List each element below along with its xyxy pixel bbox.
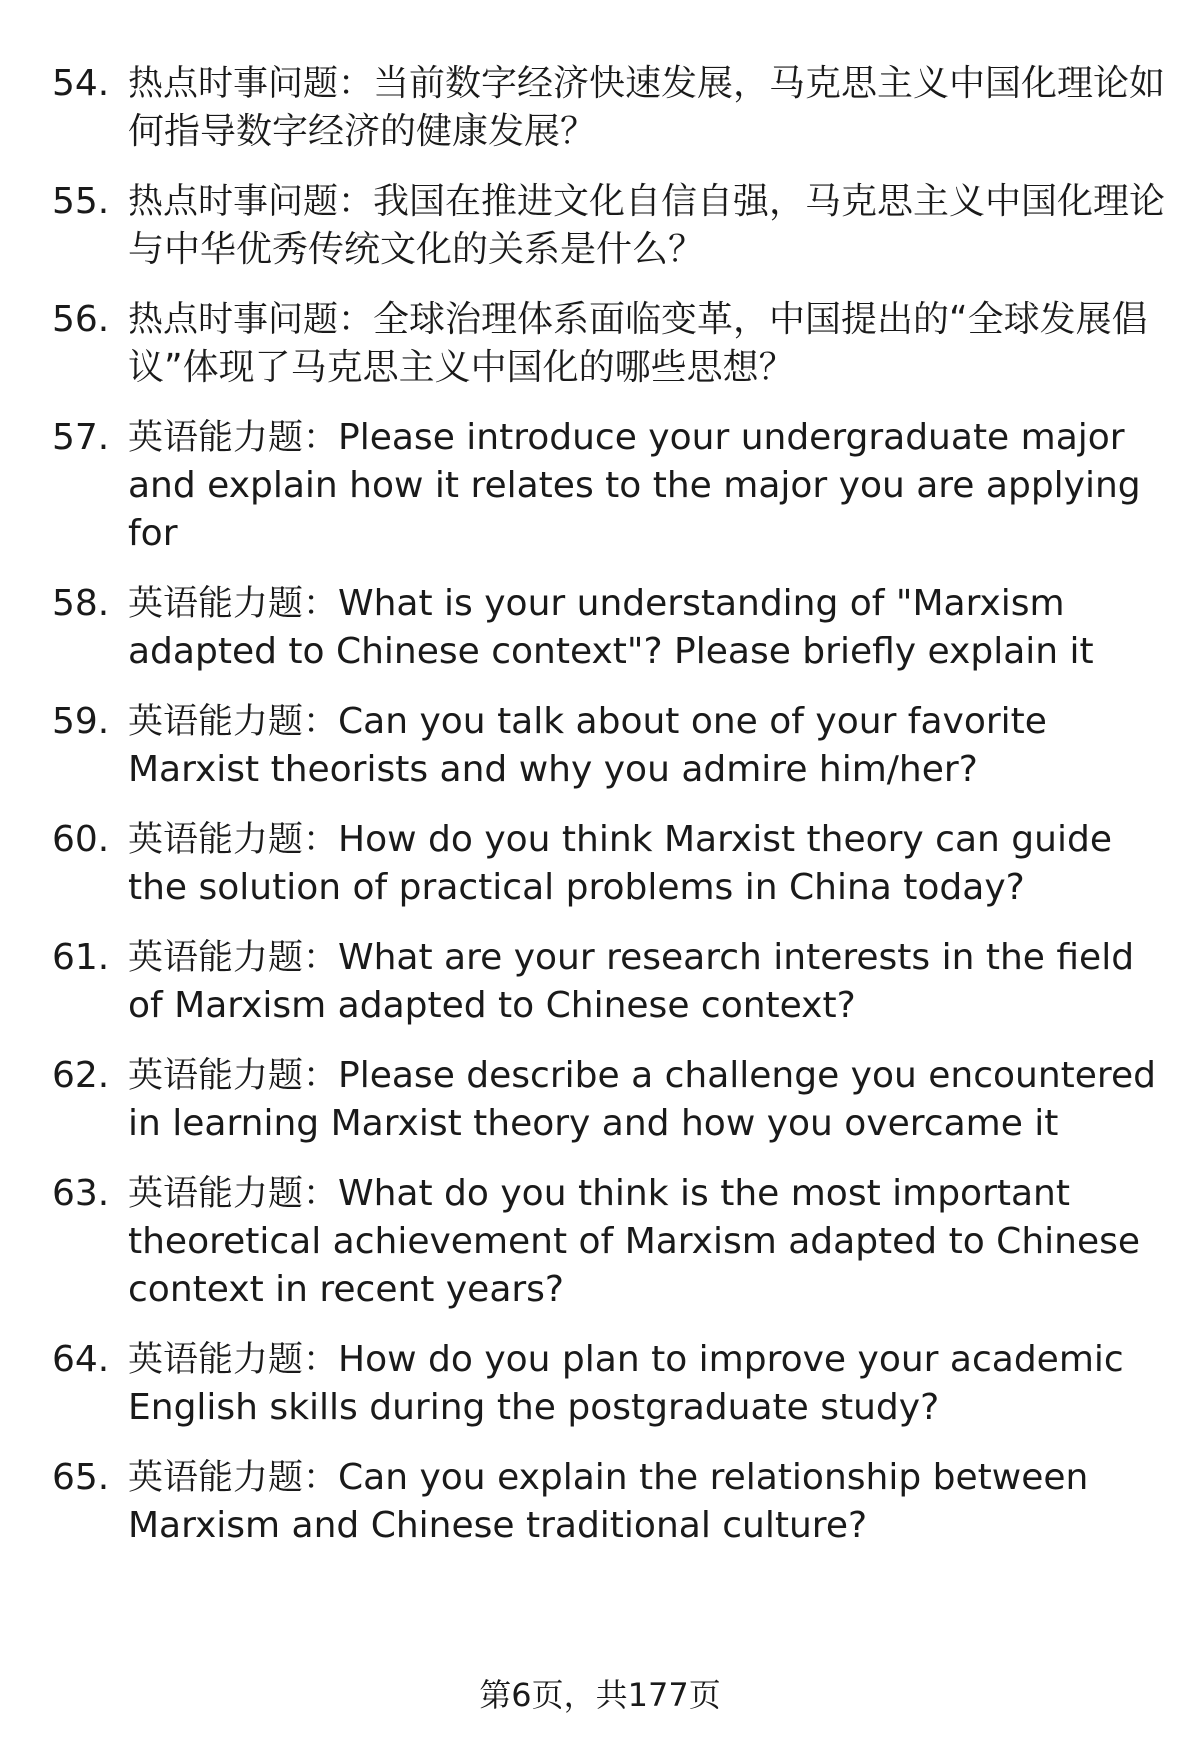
question-category: 英语能力题： bbox=[128, 1056, 339, 1096]
question-text bbox=[128, 1454, 1172, 1550]
question-body: 当前数字经济快速发展，马克思主义中国化理论如何指导数字经济的健康发展？ bbox=[128, 63, 1166, 152]
question-item bbox=[52, 698, 1172, 794]
question-text bbox=[128, 816, 1172, 912]
question-number: 56. bbox=[52, 299, 110, 340]
question-number: 64. bbox=[52, 1339, 110, 1380]
question-item bbox=[52, 1170, 1172, 1314]
question-category: 英语能力题： bbox=[128, 1340, 339, 1380]
question-category: 热点时事问题： bbox=[128, 300, 374, 340]
question-text bbox=[128, 1336, 1172, 1432]
question-category: 英语能力题： bbox=[128, 938, 339, 978]
question-body: 我国在推进文化自信自强，马克思主义中国化理论与中华优秀传统文化的关系是什么？ bbox=[128, 181, 1166, 270]
question-number: 65. bbox=[52, 1457, 110, 1498]
question-body: Can you explain the relationship between Marxism and Chinese traditional culture? bbox=[128, 1457, 1089, 1546]
question-category: 英语能力题： bbox=[128, 1458, 339, 1498]
question-body: Please introduce your undergraduate major and explain how it relates to the major you are applying for bbox=[128, 417, 1141, 554]
question-number: 58. bbox=[52, 583, 110, 624]
question-number: 61. bbox=[52, 937, 110, 978]
question-text bbox=[128, 1052, 1172, 1148]
question-body: How do you plan to improve your academic English skills during the postgraduate study? bbox=[128, 1339, 1124, 1428]
question-body: Can you talk about one of your favorite Marxist theorists and why you admire him/her? bbox=[128, 701, 1047, 790]
question-item bbox=[52, 934, 1172, 1030]
question-item bbox=[52, 296, 1172, 392]
question-body: 全球治理体系面临变革，中国提出的“全球发展倡议”体现了马克思主义中国化的哪些思想？ bbox=[128, 299, 1148, 388]
question-category: 热点时事问题： bbox=[128, 64, 374, 104]
question-category: 热点时事问题： bbox=[128, 182, 374, 222]
question-text bbox=[128, 414, 1172, 558]
question-item bbox=[52, 580, 1172, 676]
question-text bbox=[128, 296, 1172, 392]
question-number: 59. bbox=[52, 701, 110, 742]
question-body: What is your understanding of "Marxism adapted to Chinese context"? Please briefly explain it bbox=[128, 583, 1094, 672]
question-item bbox=[52, 816, 1172, 912]
question-number: 60. bbox=[52, 819, 110, 860]
question-category: 英语能力题： bbox=[128, 584, 339, 624]
question-text bbox=[128, 1170, 1172, 1314]
question-item bbox=[52, 1454, 1172, 1550]
question-body: What do you think is the most important theoretical achievement of Marxism adapted to Chinese context in recent years? bbox=[128, 1173, 1141, 1310]
question-category: 英语能力题： bbox=[128, 702, 339, 742]
question-category: 英语能力题： bbox=[128, 820, 339, 860]
question-text bbox=[128, 580, 1172, 676]
question-item bbox=[52, 414, 1172, 558]
question-item bbox=[52, 60, 1172, 156]
question-body: What are your research interests in the field of Marxism adapted to Chinese context? bbox=[128, 937, 1135, 1026]
question-item bbox=[52, 1052, 1172, 1148]
question-item bbox=[52, 1336, 1172, 1432]
question-body: Please describe a challenge you encountered in learning Marxist theory and how you overcame it bbox=[128, 1055, 1156, 1144]
question-item bbox=[52, 178, 1172, 274]
question-text bbox=[128, 178, 1172, 274]
question-category: 英语能力题： bbox=[128, 1174, 339, 1214]
question-list bbox=[52, 60, 1172, 1550]
page-number-footer: 第6页，共177页 bbox=[479, 1676, 721, 1714]
question-text bbox=[128, 60, 1172, 156]
question-text bbox=[128, 934, 1172, 1030]
question-number: 62. bbox=[52, 1055, 110, 1096]
question-body: How do you think Marxist theory can guide the solution of practical problems in China today? bbox=[128, 819, 1112, 908]
question-number: 55. bbox=[52, 181, 110, 222]
question-text bbox=[128, 698, 1172, 794]
question-number: 63. bbox=[52, 1173, 110, 1214]
question-category: 英语能力题： bbox=[128, 418, 339, 458]
question-number: 54. bbox=[52, 63, 110, 104]
question-number: 57. bbox=[52, 417, 110, 458]
